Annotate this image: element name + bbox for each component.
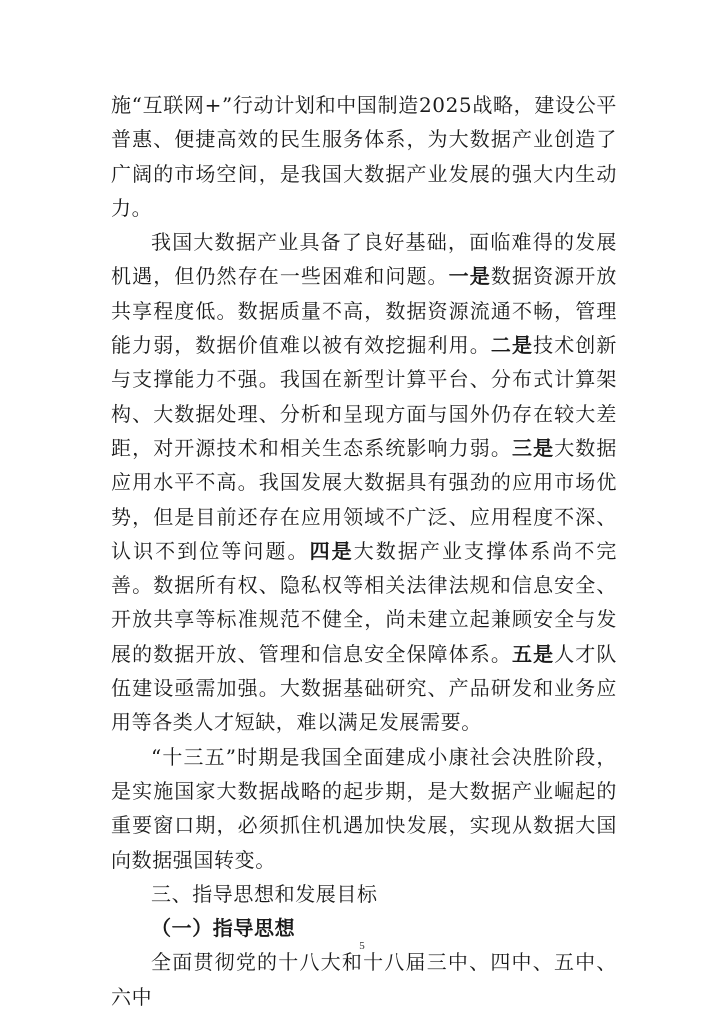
paragraph-problems <box>111 225 617 739</box>
lead-four: 四是 <box>309 538 354 563</box>
lead-two: 二是 <box>490 333 534 358</box>
problem-one-text: 数据资源开放共享程度低。数据质量不高，数据资源流通不畅，管理能力弱，数据价值难以被有效挖掘利用。 <box>111 264 617 358</box>
paragraph-thirteenth-five-year: “十三五”时期是我国全面建成小康社会决胜阶段，是实施国家大数据战略的起步期，是大数据产业崛起的重要窗口期，必须抓住机遇加快发展，实现从数据大国向数据强国转变。 <box>111 744 617 872</box>
paragraph-guiding-thought: 全面贯彻党的十八大和十八届三中、四中、五中、六中 <box>111 950 617 1009</box>
paragraph-problems-intro: 我国大数据产业具备了良好基础，面临难得的发展机遇，但仍然存在一些困难和问题。 <box>111 230 617 289</box>
lead-five: 五是 <box>511 641 555 666</box>
problem-four-text: 大数据产业支撑体系尚不完善。数据所有权、隐私权等相关法律法规和信息安全、开放共享等标准规范不健全，尚未建立起兼顾安全与发展的数据开放、管理和信息安全保障体系。 <box>111 538 618 666</box>
section-heading: 三、指导思想和发展目标 <box>151 881 378 906</box>
paragraph-continuation: 施“互联网+”行动计划和中国制造2025战略，建设公平普惠、便捷高效的民生服务体系，为大数据产业创造了广阔的市场空间，是我国大数据产业发展的强大内生动力。 <box>111 93 617 220</box>
page-number: 5 <box>359 940 365 952</box>
lead-one: 一是 <box>448 264 491 289</box>
subsection-heading: （一）指导思想 <box>151 916 296 941</box>
lead-three: 三是 <box>511 435 555 460</box>
problem-two-text: 技术创新与支撑能力不强。我国在新型计算平台、分布式计算架构、大数据处理、分析和呈现方面与国外仍存在较大差距，对开源技术和相关生态系统影响力弱。 <box>111 333 618 460</box>
problem-five-text: 人才队伍建设亟需加强。大数据基础研究、产品研发和业务应用等各类人才短缺，难以满足发展需要。 <box>111 641 617 735</box>
document-page <box>111 88 617 1014</box>
problem-three-text: 大数据应用水平不高。我国发展大数据具有强劲的应用市场优势，但是目前还存在应用领域不广泛、应用程度不深、认识不到位等问题。 <box>111 435 617 563</box>
